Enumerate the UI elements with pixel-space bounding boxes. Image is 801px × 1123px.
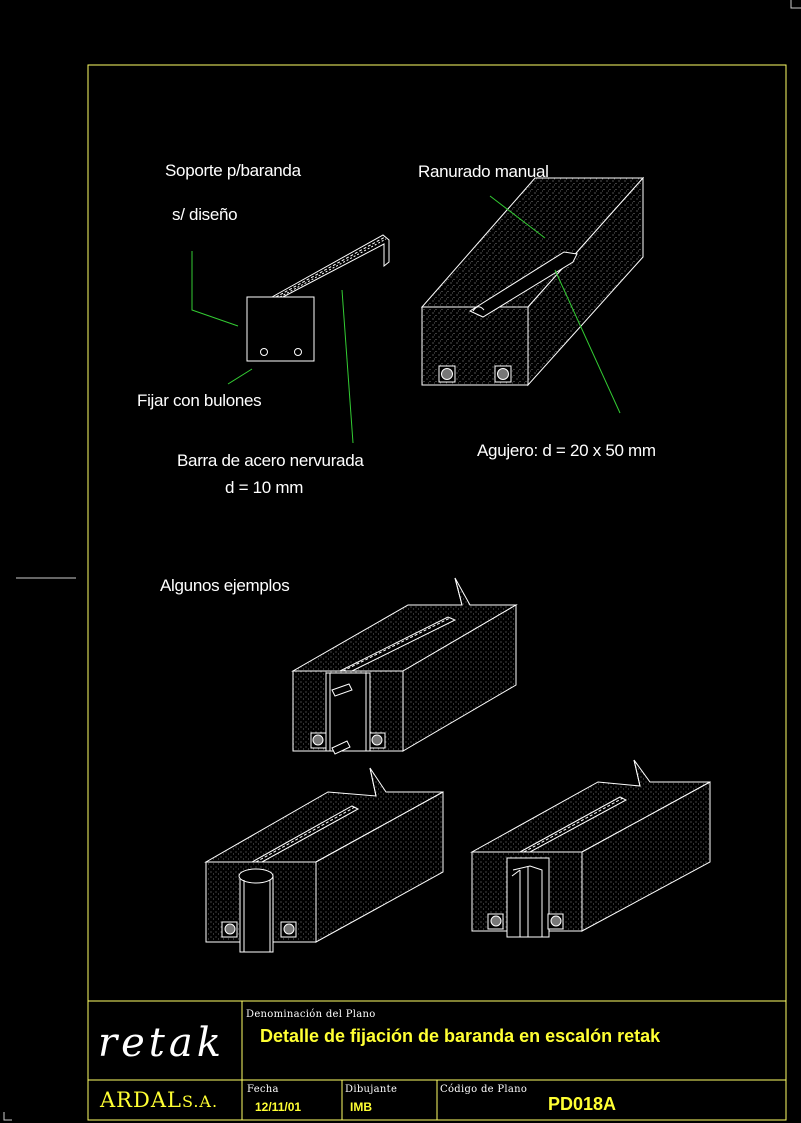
codigo-value: PD018A: [548, 1094, 617, 1114]
company-logo: [100, 1088, 218, 1112]
company-name: ARDAL: [100, 1088, 182, 1112]
label-fijar: Fijar con bulones: [137, 391, 262, 410]
fecha-value: 12/11/01: [255, 1100, 302, 1114]
dibujante-label: Dibujante: [345, 1084, 398, 1095]
example-step-a: [293, 578, 516, 754]
plan-title: Detalle de fijación de baranda en escalón retak: [260, 1026, 661, 1046]
example-step-c: [472, 760, 710, 937]
fecha-label: Fecha: [247, 1084, 279, 1095]
label-soporte: Soporte p/baranda: [165, 161, 301, 180]
company-suffix: S.A.: [181, 1092, 219, 1111]
denominacion-label: Denominación del Plano: [246, 1009, 376, 1020]
corner-marks: [4, 0, 801, 1120]
label-agujero: Agujero: d = 20 x 50 mm: [477, 441, 656, 460]
retak-logo: retak: [98, 1020, 225, 1066]
label-barra: Barra de acero nervurada: [177, 451, 364, 470]
dibujante-value: IMB: [350, 1100, 372, 1114]
codigo-label: Código de Plano: [440, 1084, 528, 1095]
slotted-step: [422, 178, 643, 385]
label-diseno: s/ diseño: [172, 205, 238, 224]
support-bracket: [247, 235, 389, 361]
label-ranurado: Ranurado manual: [418, 162, 549, 181]
label-barra-diameter: d = 10 mm: [225, 478, 304, 497]
example-step-b: [206, 768, 443, 952]
label-ejemplos: Algunos ejemplos: [160, 576, 290, 595]
